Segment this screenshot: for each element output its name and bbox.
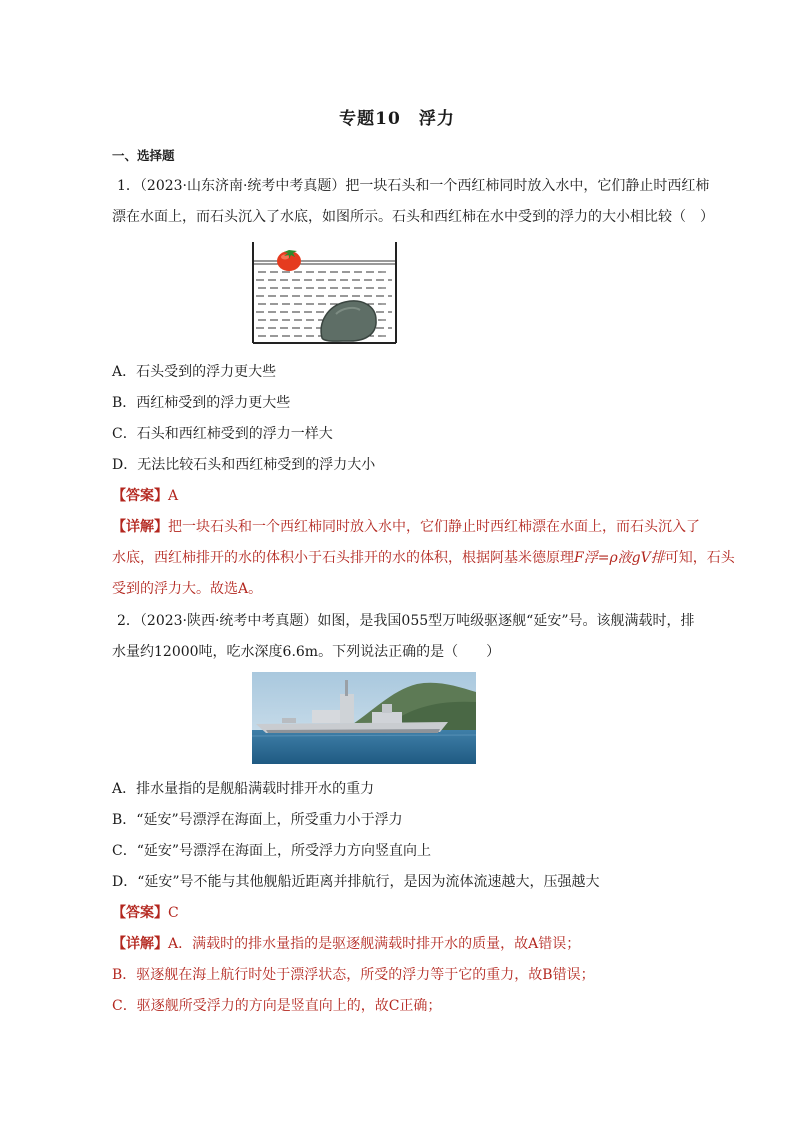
q1-option-b: B．西红柿受到的浮力更大些: [112, 395, 291, 411]
q2-detail-line-1: [112, 934, 580, 954]
q1-detail-text-1: 把一块石头和一个西红柿同时放入水中，它们静止时西红柿漂在水面上，而石头沉入了: [168, 519, 700, 535]
q1-detail-line-3: 受到的浮力大。故选A。: [112, 581, 263, 597]
q2-detail-line-2: B．驱逐舰在海上航行时处于漂浮状态，所受的浮力等于它的重力，故B错误；: [112, 967, 595, 983]
q2-option-d: D．“延安”号不能与其他舰船近距离并排航行，是因为流体流速越大，压强越大: [112, 874, 600, 890]
q1-detail-text-2a: 水底，西红柿排开的水的体积小于石头排开的水的体积，根据阿基米德原理: [112, 550, 574, 566]
q2-option-b: B．“延安”号漂浮在海面上，所受重力小于浮力: [112, 812, 403, 828]
q1-detail-line-1: [112, 517, 700, 537]
q2-answer-value: C: [168, 905, 179, 921]
detail-tag: 【详解】: [112, 936, 168, 952]
destroyer-photo: [252, 672, 476, 764]
answer-tag: 【答案】: [112, 905, 168, 921]
q2-option-a: A．排水量指的是舰船满载时排开水的重力: [112, 781, 375, 797]
detail-tag: 【详解】: [112, 519, 168, 535]
answer-tag: 【答案】: [112, 488, 168, 504]
tomato-icon: [277, 250, 301, 271]
q1-stem-line-2: 漂在水面上，而石头沉入了水底，如图所示。石头和西红柿在水中受到的浮力的大小相比较（ ）: [112, 209, 714, 225]
q1-detail-text-2b: 可知，石头: [664, 550, 735, 566]
q2-detail-line-3: C．驱逐舰所受浮力的方向是竖直向上的，故C正确；: [112, 998, 442, 1014]
q1-answer-line: [112, 486, 178, 506]
q2-stem-line-2: 水量约12000吨，吃水深度6.6m。下列说法正确的是（ ）: [112, 644, 501, 660]
q1-stem-line-1: 1．（2023·山东济南·统考中考真题）把一块石头和一个西红柿同时放入水中，它们静止时西红柿: [117, 178, 710, 194]
q1-answer-value: A: [168, 488, 179, 504]
stone-icon: [321, 301, 376, 341]
q2-detail-text-1: A．满载时的排水量指的是驱逐舰满载时排开水的质量，故A错误；: [168, 936, 581, 952]
q1-option-d: D．无法比较石头和西红柿受到的浮力大小: [112, 457, 376, 473]
document-title: 专题10 浮力: [339, 109, 455, 129]
section-heading: 一、选择题: [112, 148, 175, 163]
q2-option-c: C．“延安”号漂浮在海面上，所受浮力方向竖直向上: [112, 843, 432, 859]
beaker-figure: [250, 240, 400, 346]
q1-option-a: A．石头受到的浮力更大些: [112, 364, 277, 380]
q2-answer-line: [112, 903, 179, 923]
q1-detail-line-2: [112, 548, 735, 568]
q2-stem-line-1: 2．（2023·陕西·统考中考真题）如图，是我国055型万吨级驱逐舰“延安”号。该舰满载时，排: [117, 613, 695, 629]
q1-formula: F浮=ρ液gV排: [574, 550, 665, 566]
q1-option-c: C．石头和西红柿受到的浮力一样大: [112, 426, 333, 442]
